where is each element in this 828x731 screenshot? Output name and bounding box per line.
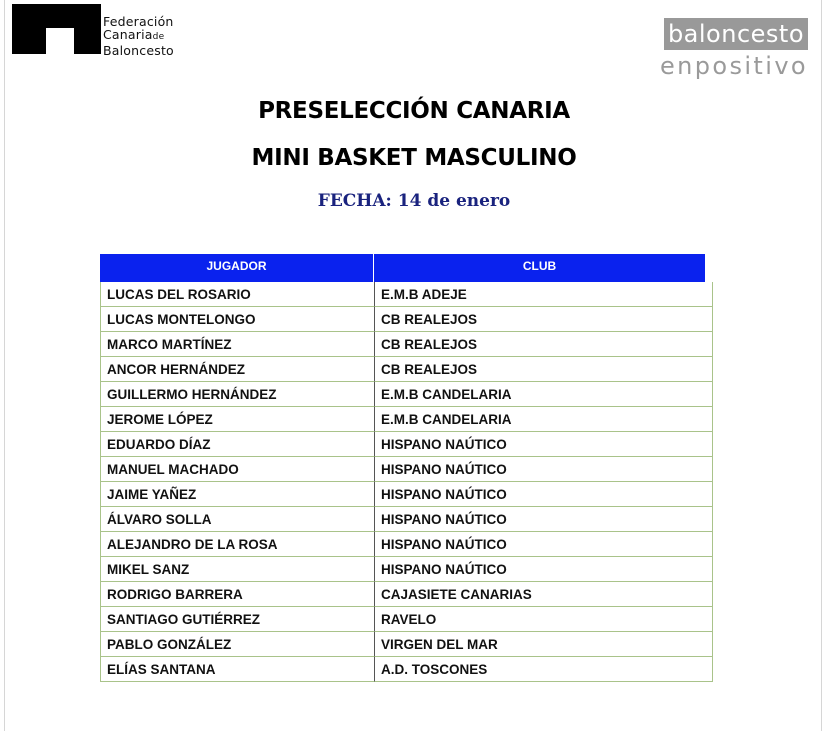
player-cell: MIKEL SANZ bbox=[100, 557, 374, 582]
table-row bbox=[100, 382, 714, 407]
table-row bbox=[100, 557, 714, 582]
club-cell: HISPANO NAÚTICO bbox=[374, 482, 713, 507]
fcb-logo-line2 bbox=[103, 28, 174, 44]
roster-body bbox=[100, 282, 714, 682]
club-cell: HISPANO NAÚTICO bbox=[374, 507, 713, 532]
table-row bbox=[100, 432, 714, 457]
player-cell: JEROME LÓPEZ bbox=[100, 407, 374, 432]
fcb-logo-mark-icon bbox=[12, 4, 101, 54]
fcb-logo-line3: Baloncesto bbox=[103, 43, 174, 58]
player-cell: LUCAS MONTELONGO bbox=[100, 307, 374, 332]
table-row bbox=[100, 632, 714, 657]
table-row bbox=[100, 582, 714, 607]
column-header-club: CLUB bbox=[374, 254, 705, 282]
player-cell: ALEJANDRO DE LA ROSA bbox=[100, 532, 374, 557]
player-cell: RODRIGO BARRERA bbox=[100, 582, 374, 607]
table-row bbox=[100, 457, 714, 482]
column-header-player: JUGADOR bbox=[100, 254, 373, 282]
club-cell: CAJASIETE CANARIAS bbox=[374, 582, 713, 607]
club-cell: HISPANO NAÚTICO bbox=[374, 457, 713, 482]
table-row bbox=[100, 407, 714, 432]
fcb-logo-line2-suffix: de bbox=[152, 32, 165, 42]
fcb-logo-line1: Federación bbox=[103, 14, 174, 29]
club-cell: CB REALEJOS bbox=[374, 357, 713, 382]
club-cell: HISPANO NAÚTICO bbox=[374, 557, 713, 582]
table-row bbox=[100, 507, 714, 532]
fcb-logo-line2-word: Canaria bbox=[103, 27, 153, 42]
player-cell: ELÍAS SANTANA bbox=[100, 657, 374, 682]
club-cell: A.D. TOSCONES bbox=[374, 657, 713, 682]
player-cell: EDUARDO DÍAZ bbox=[100, 432, 374, 457]
player-cell: GUILLERMO HERNÁNDEZ bbox=[100, 382, 374, 407]
bep-logo-bottom: enpositivo bbox=[659, 52, 808, 80]
player-cell: ANCOR HERNÁNDEZ bbox=[100, 357, 374, 382]
table-row bbox=[100, 607, 714, 632]
player-cell: SANTIAGO GUTIÉRREZ bbox=[100, 607, 374, 632]
document-date: FECHA: 14 de enero bbox=[317, 191, 511, 211]
fcb-logo bbox=[12, 4, 192, 58]
club-cell: CB REALEJOS bbox=[374, 307, 713, 332]
fcb-logo-text bbox=[103, 15, 174, 57]
table-row bbox=[100, 282, 714, 307]
club-cell: VIRGEN DEL MAR bbox=[374, 632, 713, 657]
table-row bbox=[100, 332, 714, 357]
table-row bbox=[100, 357, 714, 382]
player-cell: PABLO GONZÁLEZ bbox=[100, 632, 374, 657]
document-title: PRESELECCIÓN CANARIA bbox=[258, 98, 570, 124]
player-cell: ÁLVARO SOLLA bbox=[100, 507, 374, 532]
club-cell: E.M.B ADEJE bbox=[374, 282, 713, 307]
player-cell: LUCAS DEL ROSARIO bbox=[100, 282, 374, 307]
club-cell: E.M.B CANDELARIA bbox=[374, 407, 713, 432]
roster-table bbox=[100, 254, 714, 682]
club-cell: RAVELO bbox=[374, 607, 713, 632]
club-cell: HISPANO NAÚTICO bbox=[374, 432, 713, 457]
club-cell: HISPANO NAÚTICO bbox=[374, 532, 713, 557]
player-cell: JAIME YAÑEZ bbox=[100, 482, 374, 507]
player-cell: MARCO MARTÍNEZ bbox=[100, 332, 374, 357]
table-row bbox=[100, 307, 714, 332]
club-cell: CB REALEJOS bbox=[374, 332, 713, 357]
table-row bbox=[100, 532, 714, 557]
document-subtitle: MINI BASKET MASCULINO bbox=[251, 145, 577, 171]
table-row bbox=[100, 657, 714, 682]
bep-logo bbox=[660, 18, 808, 81]
club-cell: E.M.B CANDELARIA bbox=[374, 382, 713, 407]
player-cell: MANUEL MACHADO bbox=[100, 457, 374, 482]
roster-header-row bbox=[100, 254, 714, 282]
table-row bbox=[100, 482, 714, 507]
bep-logo-top: baloncesto bbox=[664, 18, 808, 50]
